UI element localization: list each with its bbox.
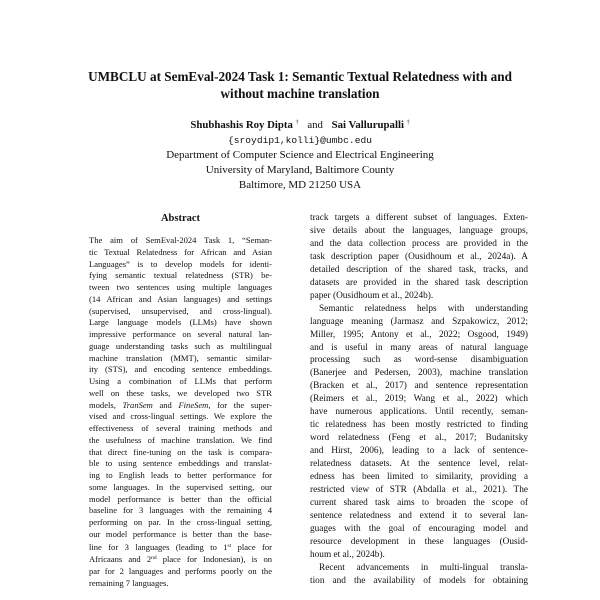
text-line: and is useful in many areas of natural language [310,342,528,353]
text-line: (supervised, unsupervised, and cross-lingual). [89,305,272,316]
text-line: ity (STS), and encoding sentence embeddings. [89,364,272,375]
text-line: Miller, 1995; Antony et al., 2022; Osgood, 1949) [310,329,528,340]
author-2-mark: † [406,120,410,126]
text-line: Semantic relatedness helps with understanding [319,303,528,314]
text-line: tween two sentences using multiple languages [89,282,272,292]
text-line: restricted view of STR (Abdalla et al., 2021). The [310,485,528,496]
author-and: and [307,119,323,131]
text-line: well on these tasks, we developed two STR [89,387,272,398]
right-column-body [310,212,528,588]
text-line: Using a combination of LLMs that perform [89,376,272,386]
text-line: track targets a different subset of languages. Exten- [310,213,528,223]
text-line: sentence relatedness and extend it to several lan- [310,510,528,521]
text-line: par for 2 languages and performs poorly on the [89,566,272,576]
text-line: line for 3 languages (leading to 1st place for [89,541,272,552]
text-line: paper (Ousidhoum et al., 2024b). [310,290,434,301]
text-line: (14 African and Asian languages) and settings [89,293,272,304]
affiliation-location: Baltimore, MD 21250 USA [238,179,362,191]
affiliation-department: Department of Computer Science and Electrical Engineering [166,149,434,161]
text-line: fying semantic textual relatedness (STR) be- [89,270,272,281]
text-line: and the data collection process are provided in the [310,238,528,249]
text-line: remaining 7 languages. [89,577,169,588]
text-line: guages with the goal of encouraging model and [310,523,528,534]
author-1-name: Shubhashis Roy Dipta [190,119,293,131]
title-line-1: UMBCLU at SemEval-2024 Task 1: Semantic Textual Relatedness with and [88,69,512,84]
affiliation-university: University of Maryland, Baltimore County [205,164,395,176]
text-line: tic Textual Relatedness for African and Asian [89,246,272,257]
text-line: baseline for 3 languages with the remaining 4 [89,505,272,516]
text-line: ble to using sentence embeddings and translat- [89,458,272,469]
author-names [100,116,500,133]
text-line: processing such as word-sense disambiguation [310,355,528,366]
text-line: tion and the availability of models for obtaining [310,575,528,586]
abstract-body [89,235,272,590]
text-line: vised and cross-lingual settings. We explore the [89,411,272,422]
text-line: houm et al., 2024b). [310,549,385,560]
text-line: resource development in these languages (Ousid- [310,536,528,547]
text-line: The aim of SemEval-2024 Task 1, “Seman- [89,235,272,245]
text-line: (Reimers et al., 2019; Wang et al., 2022) which [310,394,528,405]
text-line: (Banerjee and Pedersen, 2003), machine translation [310,368,528,379]
author-email: {sroydip1,kolli}@umbc.edu [228,135,372,146]
text-line: ing to English leads to better performance for [89,470,272,480]
author-block [100,116,500,193]
text-line: word relatedness (Feng et al., 2017; Budanitsky [310,433,528,444]
text-line: machine translation (MMT), semantic similar- [89,352,272,363]
title-line-2: without machine translation [220,86,380,101]
text-line: guage understanding tasks such as multilingual [89,340,272,351]
text-line: our model performance is better than the base- [89,528,272,539]
text-line: Africaans and 2nd place for Indonesian), is on [89,554,272,565]
text-line: Large language models (LLMs) have shown [89,317,272,328]
text-line: tic relatedness has been mostly restricted to finding [310,420,528,431]
text-line: impressive performance on several natural lan- [89,329,272,339]
text-line: current shared task aims to broaden the scope of [310,497,528,508]
text-line: that direct fine-tuning on the task is compara- [89,446,272,457]
paper-title [60,68,540,102]
author-1-mark: † [295,120,299,126]
text-line: (Bracken et al., 2017) and sentence representation [310,381,528,392]
text-line: models, TranSem and FineSem, for the super- [89,399,272,410]
text-line: detailed description of the shared task, tracks, and [310,264,528,275]
text-line: relatedness datasets. At the sentence level, relat- [310,459,528,470]
text-line: performing on par. In the cross-lingual setting, [89,517,272,527]
text-line: Languages” is to develop models for identi- [89,258,272,269]
author-2-name: Sai Vallurupalli [331,119,404,131]
text-line: task description paper (Ousidhoum et al., 2024a). A [310,251,528,262]
text-line: language meaning (Jarmasz and Szpakowicz, 2012; [310,316,528,327]
text-line: model performance is better than the official [89,493,272,504]
left-column [89,212,272,590]
text-line: have numerous applications. Until recently, seman- [310,407,528,418]
abstract-heading: Abstract [160,213,201,224]
right-column [310,212,528,588]
text-line: sive details about the languages, language groups, [310,225,528,236]
text-line: some languages. In the supervised setting, our [89,481,272,492]
text-line: datasets are provided in the shared task description [310,277,528,288]
text-line: Recent advancements in multi-lingual transla- [319,562,528,573]
text-line: and Hirst, 2006), leading to a lack of sentence- [310,446,528,457]
text-line: edness has been limited to similarity, providing a [310,472,528,483]
text-line: the usefulness of machine translation. We find [89,434,272,445]
text-line: effectiveness of several training methods and [89,423,272,433]
